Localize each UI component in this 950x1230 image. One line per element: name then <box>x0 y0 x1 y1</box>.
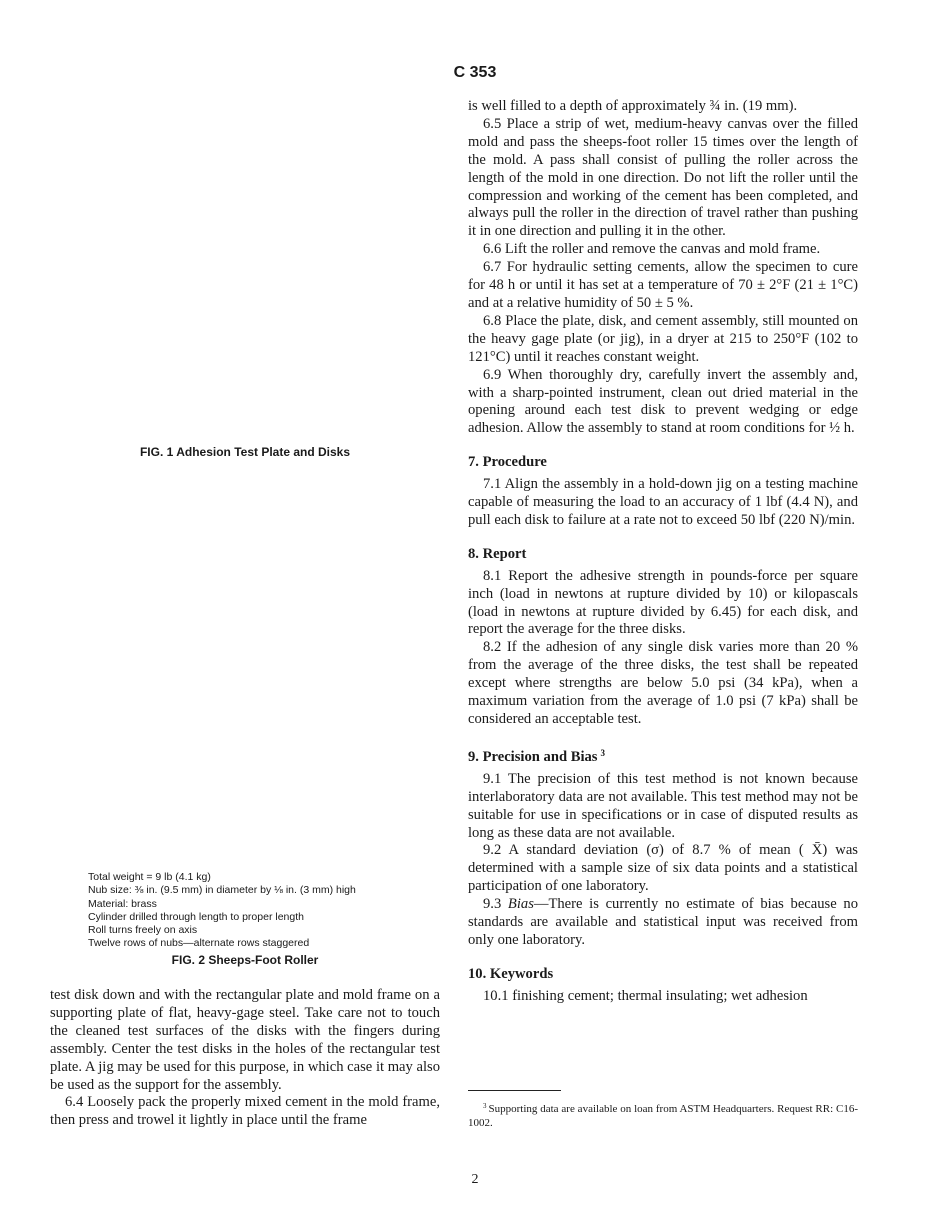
figure-1-caption: FIG. 1 Adhesion Test Plate and Disks <box>139 445 351 459</box>
section-10-title: 10. Keywords <box>468 965 554 982</box>
paragraph-6-5: 6.5 Place a strip of wet, medium-heavy canvas over the filled mold and pass the sheeps-foot roller 15 times over the length of the mold. A pass shall consist of pulling the roller across the length of the mold in one direction. Do not lift the roller until the compression and working of the cement has been completed, and always pull the roller in the direction of travel rather than pushing it in one direction and pulling it in the other. <box>468 115 858 240</box>
right-column <box>468 98 858 1006</box>
section-9-title: 9. Precision and Bias <box>468 748 598 765</box>
paragraph-9-1: 9.1 The precision of this test method is not known because interlaboratory data are not available. This test method may not be suitable for use in specifications or in case of disputed results as long as these data are not available. <box>468 770 858 841</box>
paragraph-7-1: 7.1 Align the assembly in a hold-down jig on a testing machine capable of measuring the load to an accuracy of 1 lbf (4.4 N), and pull each disk to failure at a rate not to exceed 50 lbf (220 N)/min. <box>468 476 858 528</box>
section-7-heading <box>468 454 858 472</box>
section-8-heading <box>468 546 858 564</box>
left-column <box>50 987 440 1130</box>
fig2-note: Roll turns freely on axis <box>88 924 198 937</box>
paragraph-8-2: 8.2 If the adhesion of any single disk varies more than 20 % from the average of the three disks, the test shall be repeated except where strengths are below 5.0 psi (34 kPa), when a maximum variation from the average of 1.0 psi (7 kPa) shall be considered an acceptable test. <box>468 639 858 727</box>
paragraph-6-6: 6.6 Lift the roller and remove the canvas and mold frame. <box>483 241 821 258</box>
fig2-note: Total weight = 9 lb (4.1 kg) <box>88 871 211 883</box>
paragraph-6-4: 6.4 Loosely pack the properly mixed cement in the mold frame, then press and trowel it lightly in place until the frame <box>50 1094 440 1129</box>
paragraph-6-9: 6.9 When thoroughly dry, carefully invert the assembly and, with a sharp-pointed instrument, clean out dried material in the opening around each test disk to prevent wedging or edge adhesion. Allow the assembly to stand at room conditions for ½ h. <box>468 366 858 437</box>
paragraph-6-3-continued: is well filled to a depth of approximately ¾ in. (19 mm). <box>468 98 798 114</box>
fig2-note: Material: brass <box>88 897 157 910</box>
bias-term: Bias <box>507 896 534 913</box>
paragraph-9-3-text: —There is currently no estimate of bias because no standards are available and statistical input was received from only one laboratory. <box>468 896 858 948</box>
footnote-ref-3: 3 <box>600 747 605 758</box>
page-number: 2 <box>471 1172 479 1187</box>
fig2-note: Nub size: ⅜ in. (9.5 mm) in diameter by ⅛ in. (3 mm) high <box>88 884 356 897</box>
paragraph-9-3-number: 9.3 <box>483 896 508 913</box>
paragraph-8-1: 8.1 Report the adhesive strength in pounds-force per square inch (load in newtons at rupture divided by 10) or kilopascals (load in newtons at rupture divided by 6.45) for each disk, and report the average for the three disks. <box>468 567 858 638</box>
paragraph-6-8: 6.8 Place the plate, disk, and cement assembly, still mounted on the heavy gage plate (or jig), in a dryer at 215 to 250°F (102 to 121°C) until it reaches constant weight. <box>468 312 858 365</box>
figure-2-notes <box>88 871 440 951</box>
standard-designation: C 353 <box>453 64 497 81</box>
fig2-note: Twelve rows of nubs—alternate rows staggered <box>88 937 310 950</box>
footnote-divider <box>468 1090 561 1091</box>
section-10-heading <box>468 966 858 984</box>
footnote-text: Supporting data are available on loan from ASTM Headquarters. Request RR: C16-1002. <box>468 1103 858 1129</box>
paragraph-9-2: 9.2 A standard deviation (σ) of 8.7 % of mean ( X̄) was determined with a sample size of six data points and a statistical participation of one laboratory. <box>468 842 858 895</box>
paragraph-10-1: 10.1 finishing cement; thermal insulating; wet adhesion <box>483 987 808 1004</box>
paragraph-6-7: 6.7 For hydraulic setting cements, allow the specimen to cure for 48 h or until it has set at a temperature of 70 ± 2°F (21 ± 1°C) and at a relative humidity of 50 ± 5 %. <box>468 259 858 311</box>
section-8-title: 8. Report <box>468 545 527 562</box>
footnote-3 <box>468 1100 858 1130</box>
paragraph-9-3 <box>468 896 858 950</box>
section-9-heading <box>468 745 858 767</box>
footnote-marker: 3 <box>483 1102 487 1110</box>
section-7-title: 7. Procedure <box>468 454 547 471</box>
figure-2-caption: FIG. 2 Sheeps-Foot Roller <box>171 953 319 967</box>
fig2-note: Cylinder drilled through length to proper length <box>88 910 304 923</box>
paragraph-6-3-continued: test disk down and with the rectangular plate and mold frame on a supporting plate of flat, heavy-gage steel. Take care not to touch the cleaned test surfaces of the disks with the fingers during assembly. Center the test disks in the holes of the rectangular test plate. A jig may be used for this purpose, in which case it may also be used as the support for the assembly. <box>50 987 440 1093</box>
